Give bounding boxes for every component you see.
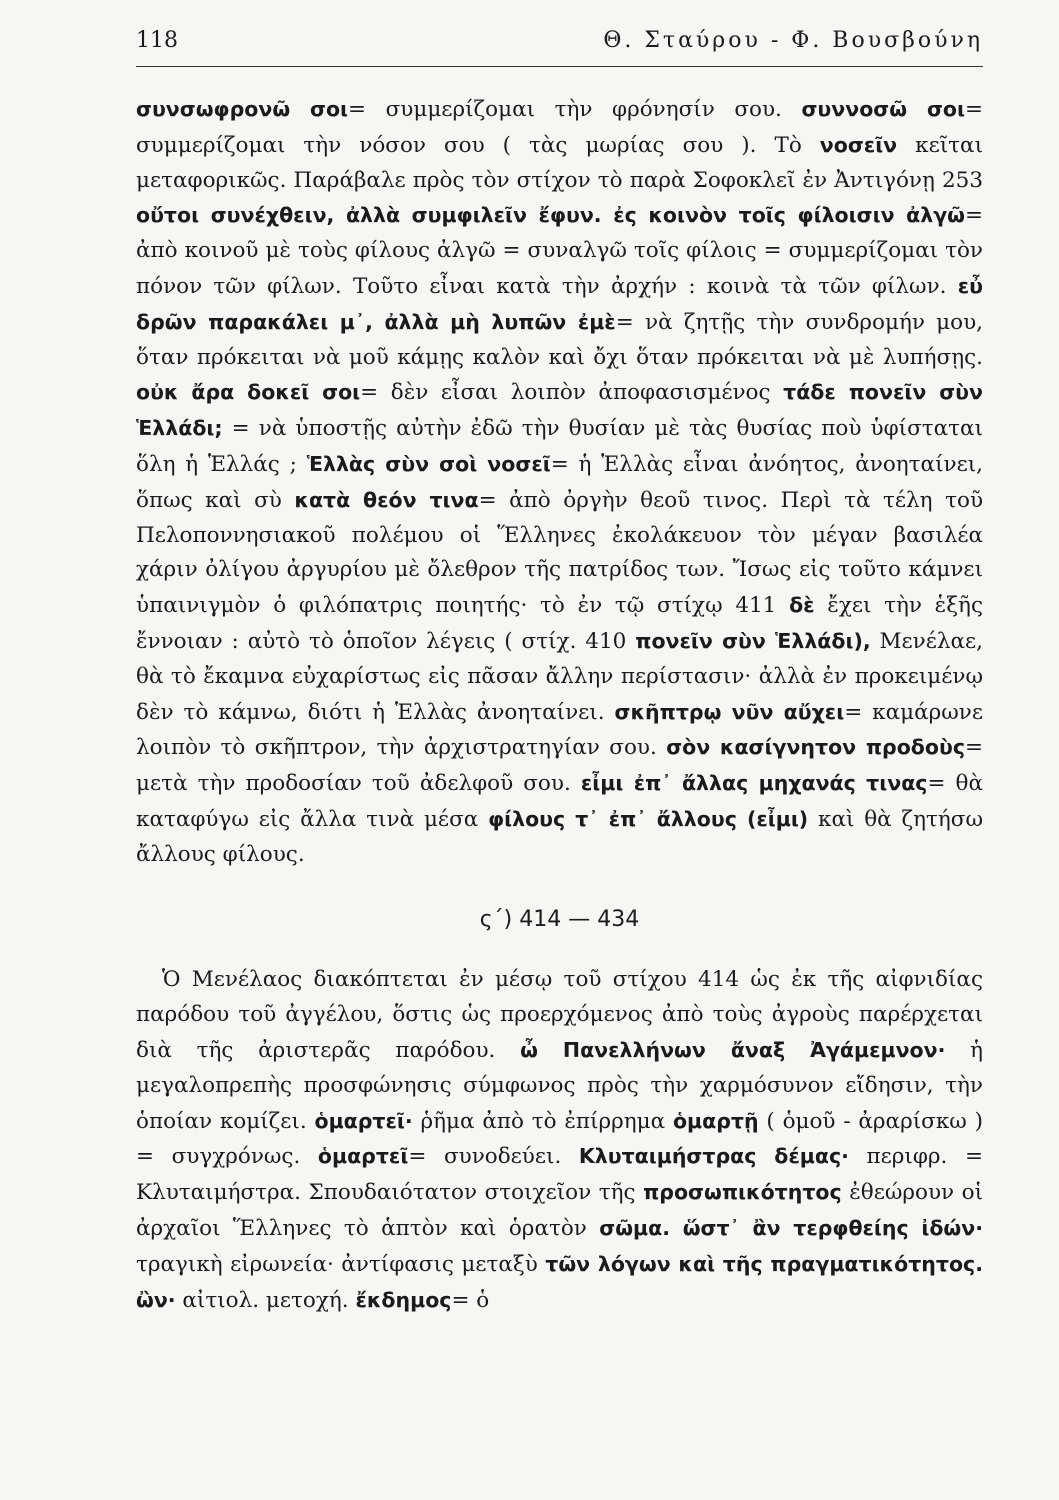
- commentary-paragraph: [136, 92, 983, 873]
- lemma-text: ὁμαρτεῖ·: [314, 1108, 413, 1133]
- gloss-text: καὶ θὰ ζητήσω ἄλλους φίλους.: [136, 806, 984, 867]
- gloss-text: = συμμερίζομαι τὴν φρόνησίν σου.: [348, 97, 802, 122]
- gloss-text: = θὰ καταφύγω εἰς ἄλλα τινὰ μέσα: [136, 771, 984, 832]
- lemma-text: Ἑλλὰς σὺν σοὶ νοσεῖ: [306, 451, 551, 476]
- lemma-text: συννοσῶ σοι: [801, 97, 965, 121]
- gloss-text: Μενέλαε, θὰ τὸ ἔκαμνα εὐχαρίστως εἰς πᾶσαν ἄλλην περίστασιν· ἀλλὰ ἐν προκειμένῳ δὲν τὸ κάμνω, διότι ἡ Ἑλλὰς ἀνοηταίνει.: [136, 628, 983, 725]
- gloss-text: ἔχει τὴν ἑξῆς ἔννοιαν : αὐτὸ τὸ ὁποῖον λέγεις ( στίχ. 410: [136, 593, 983, 654]
- lemma-text: σκῆπτρῳ νῦν αὔχει: [614, 699, 845, 724]
- lemma-text: νοσεῖν: [819, 132, 898, 157]
- page-header: [136, 26, 983, 67]
- gloss-text: περιφρ. = Κλυταιμήστρα. Σπουδαιότατον στοιχεῖον τῆς: [136, 1144, 984, 1206]
- lemma-text: δὲ: [789, 593, 815, 618]
- page-number: 118: [136, 28, 178, 53]
- lemma-text: οὐκ ἄρα δοκεῖ σοι: [136, 380, 361, 405]
- lemma-text: τάδε πονεῖν σὺν Ἑλλάδι;: [136, 380, 983, 441]
- gloss-text: = ἀπὸ κοινοῦ μὲ τοὺς φίλους ἀλγῶ = συναλγῶ τοῖς φίλοις = συμμερίζομαι τὸν πόνον τῶν φίλων. Τοῦτο εἶναι κατὰ τὴν ἀρχήν : κοινὰ τὰ τῶν φίλων.: [136, 203, 983, 299]
- lemma-text: προσωπικότητος: [643, 1180, 842, 1205]
- lemma-text: σῶμα. ὥστ᾽ ἂν τερφθείης ἰδών·: [599, 1215, 984, 1240]
- gloss-text: = ἀπὸ ὀργὴν θεοῦ τινος. Περὶ τὰ τέλη τοῦ Πελοποννησιακοῦ πολέμου οἱ Ἕλληνες ἐκολάκευον τὸν μέγαν βασιλέα χάριν ὀλίγου ἀργυρίου μὲ ὄλεθρον τῆς πατρίδος των. Ἴσως εἰς τοῦτο κάμνει ὑπαινιγμὸν ὁ φιλόπατρις ποιητής· τὸ ἐν τῷ στίχῳ 411: [136, 487, 984, 619]
- gloss-text: = συμμερίζομαι τὴν νόσον σου ( τὰς μωρίας σου ). Τὸ: [136, 97, 983, 158]
- lemma-text: τῶν λόγων καὶ τῆς πραγματικότητος. ὢν·: [136, 1251, 983, 1312]
- lemma-text: εἶμι ἐπ᾽ ἄλλας μηχανάς τινας: [580, 771, 928, 796]
- lemma-text: οὔτοι συνέχθειν, ἀλλὰ συμφιλεῖν ἔφυν. ἐς κοινὸν τοῖς φίλοισιν ἀλγῶ: [136, 203, 965, 228]
- commentary-paragraph: [136, 963, 983, 1318]
- lemma-text: σὸν κασίγνητον προδοὺς: [666, 735, 965, 760]
- lemma-text: φίλους τ᾽ ἐπ᾽ ἄλλους (εἶμι): [488, 806, 809, 831]
- gloss-text: = ἡ Ἑλλὰς εἶναι ἀνόητος, ἀνοηταίνει, ὅπως καὶ σὺ: [136, 451, 983, 513]
- gloss-text: Ὁ Μενέλαος διακόπτεται ἐν μέσῳ τοῦ στίχου 414 ὡς ἐκ τῆς αἰφνιδίας παρόδου τοῦ ἀγγέλου, ὅστις ὡς προερχόμενος ἀπὸ τοὺς ἀγροὺς παρέρχεται διὰ τῆς ἀριστερᾶς παρόδου.: [136, 967, 983, 1063]
- lemma-text: εὖ δρῶν παρακάλει μ᾽, ἀλλὰ μὴ λυπῶν ἐμὲ: [136, 273, 983, 334]
- gloss-text: = μετὰ τὴν προδοσίαν τοῦ ἀδελφοῦ σου.: [136, 735, 983, 797]
- lemma-text: κατὰ θεόν τινα: [294, 487, 479, 512]
- gloss-text: = δὲν εἶσαι λοιπὸν ἀποφασισμένος: [360, 380, 784, 406]
- lemma-text: Κλυταιμήστρας δέμας·: [578, 1144, 849, 1169]
- lemma-text: ὁμαρτεῖ: [317, 1144, 409, 1169]
- gloss-text: = ὁ: [451, 1287, 490, 1313]
- gloss-text: ( ὁμοῦ - ἀραρίσκω ) = συγχρόνως.: [136, 1108, 983, 1170]
- lemma-text: ἔκδημος: [355, 1287, 452, 1312]
- lemma-text: πονεῖν σὺν Ἑλλάδι),: [635, 628, 871, 653]
- gloss-text: τραγικὴ εἰρωνεία· ἀντίφασις μεταξὺ: [136, 1251, 546, 1277]
- gloss-text: ἐθεώρουν οἱ ἀρχαῖοι Ἕλληνες τὸ ἁπτὸν καὶ ὁρατὸν: [136, 1180, 984, 1241]
- gloss-text: κεῖται μεταφορικῶς. Παράβαλε πρὸς τὸν στίχον τὸ παρὰ Σοφοκλεῖ ἐν Ἀντιγόνῃ 253: [136, 132, 983, 193]
- lemma-text: ὦ Πανελλήνων ἄναξ Ἀγάμεμνον·: [520, 1037, 946, 1062]
- gloss-text: ἡ μεγαλοπρεπὴς προσφώνησις σύμφωνος πρὸς τὴν χαρμόσυνον εἴδησιν, τὴν ὁποίαν κομίζει.: [136, 1037, 984, 1134]
- gloss-text: = νὰ ὑποστῇς αὐτὴν ἐδῶ τὴν θυσίαν μὲ τὰς θυσίας ποὺ ὑφίσταται ὅλη ἡ Ἑλλάς ;: [136, 416, 983, 477]
- lemma-text: συνσωφρονῶ σοι: [136, 97, 349, 121]
- running-head: Θ. Σταύρου - Φ. Βουσβούνη: [603, 28, 983, 53]
- gloss-text: αἰτιολ. μετοχή.: [175, 1287, 356, 1313]
- page-body: [136, 92, 983, 1318]
- gloss-text: = νὰ ζητῇς τὴν συνδρομήν μου, ὅταν πρόκειται νὰ μοῦ κάμῃς καλὸν καὶ ὄχι ὅταν πρόκειται νὰ μὲ λυπήσῃς.: [136, 309, 984, 370]
- gloss-text: ῥῆμα ἀπὸ τὸ ἐπίρρημα: [412, 1108, 673, 1134]
- lemma-text: ὁμαρτῇ: [672, 1108, 759, 1133]
- gloss-text: = καμάρωνε λοιπὸν τὸ σκῆπτρον, τὴν ἀρχιστρατηγίαν σου.: [136, 699, 983, 761]
- gloss-text: = συνοδεύει.: [408, 1144, 579, 1170]
- section-heading: ς΄) 414 — 434: [479, 906, 640, 932]
